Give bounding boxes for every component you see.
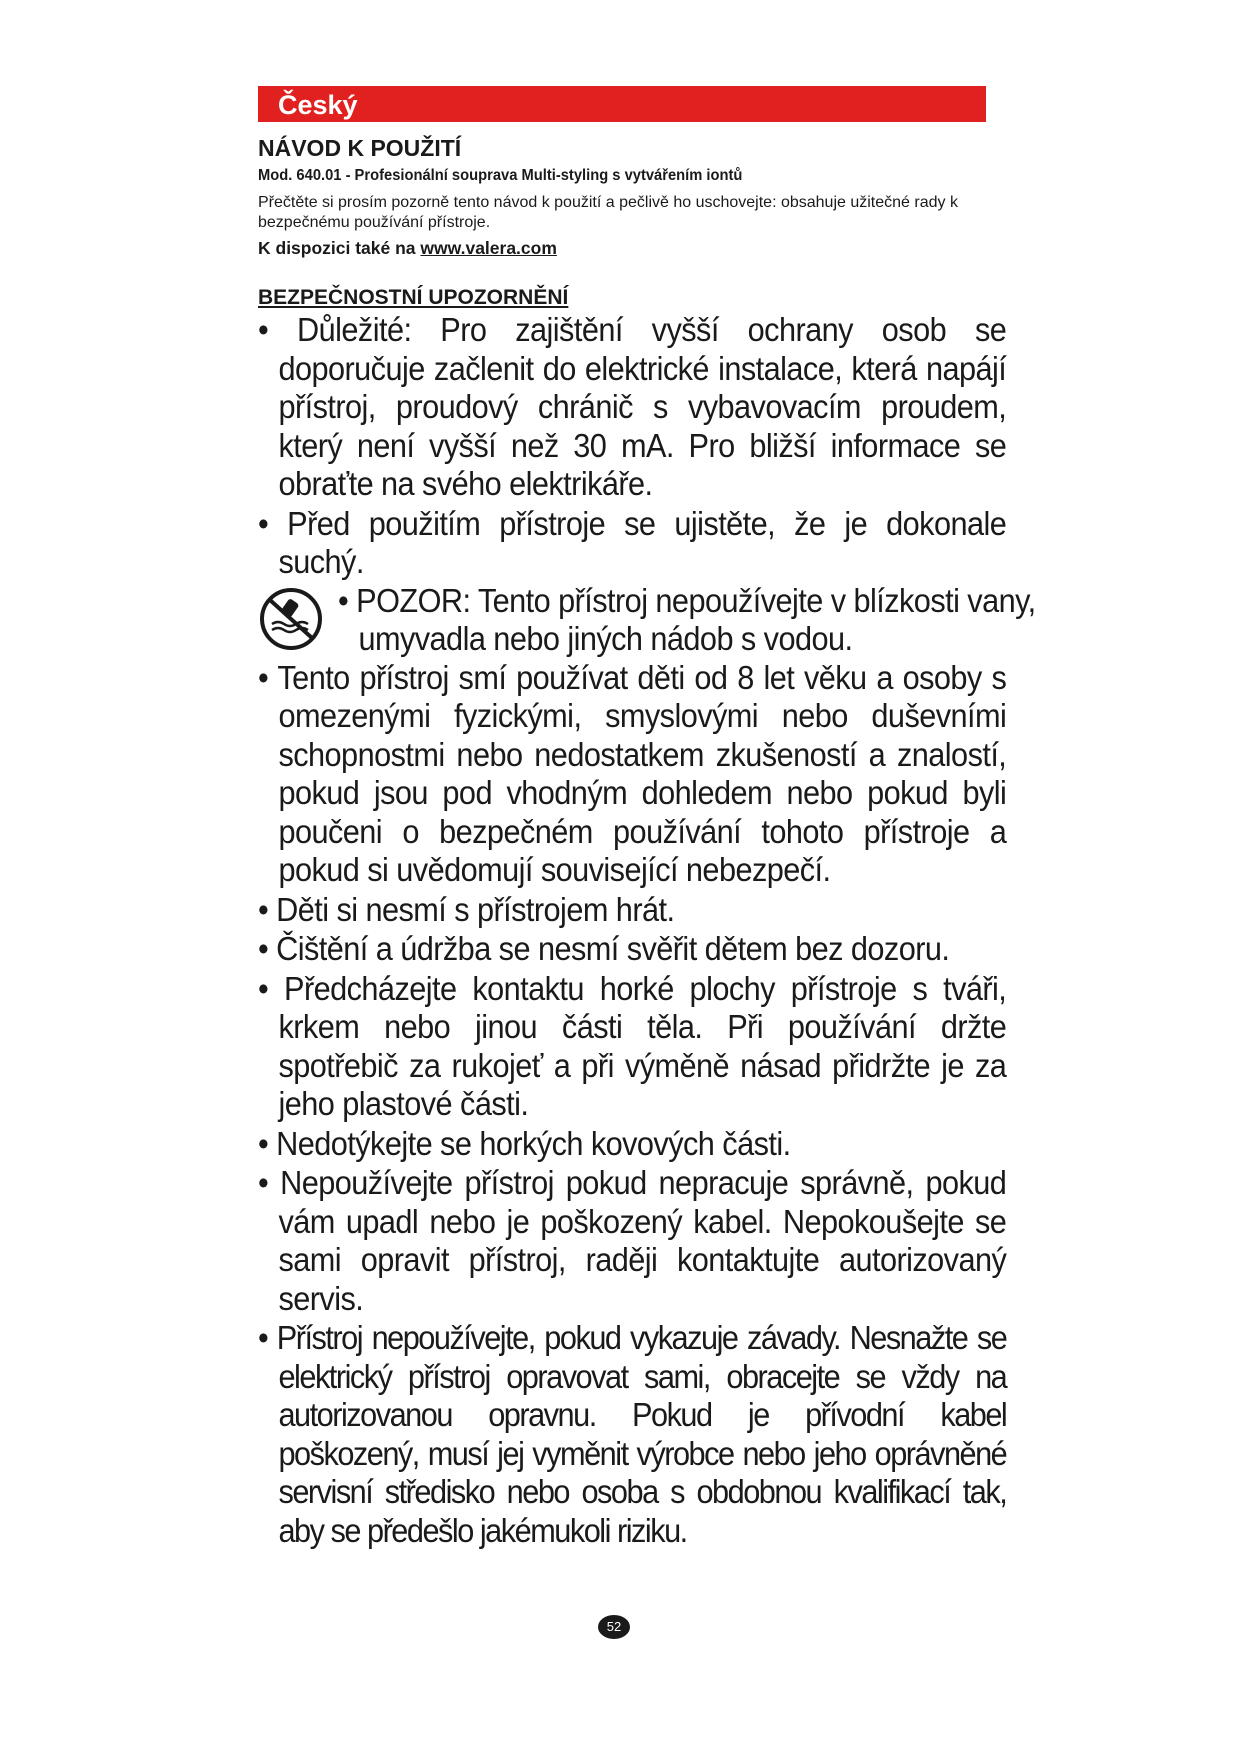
safety-item-hot-surface: • Předcházejte kontaktu horké plochy přístroje s tváři, krkem nebo jinou části těla. Při používání držte spotřebič za rukojeť a při výměně násad přidržte je za jeho plastové části. (258, 969, 1007, 1122)
website-prefix: K dispozici také na (258, 238, 421, 258)
safety-item-no-play: • Děti si nesmí s přístrojem hrát. (258, 890, 675, 928)
safety-item-malfunction: • Nepoužívejte přístroj pokud nepracuje správně, pokud vám upadl nebo je poškozený kabel. Nepokoušejte se sami opravit přístroj, raději kontaktujte autorizovaný servis. (258, 1164, 1007, 1317)
safety-item-water: • POZOR: Tento přístroj nepoužívejte v blízkosti vany, umyvadla nebo jiných nádob s vodou. (338, 581, 1036, 657)
manual-page (258, 86, 1036, 1550)
model-line: Mod. 640.01 - Profesionální souprava Multi-styling s vytvářením iontů (258, 167, 743, 184)
intro-text: Přečtěte si prosím pozorně tento návod k použití a pečlivě ho uschovejte: obsahuje užitečné rady k bezpečnému používání přístroje. (258, 194, 958, 231)
safety-item-metal-parts: • Nedotýkejte se horkých kovových části. (258, 1124, 791, 1162)
language-bar: Český (258, 86, 986, 122)
website-link[interactable]: www.valera.com (420, 238, 557, 258)
safety-item-dry: • Před použitím přístroje se ujistěte, že je dokonale suchý. (258, 504, 1007, 580)
page-number: 52 (598, 1615, 630, 1639)
safety-item-water-row (258, 581, 1036, 659)
safety-item-rcd: • Důležité: Pro zajištění vyšší ochrany osob se doporučuje začlenit do elektrické instalace, která napájí přístroj, proudový chránič s vybavovacím proudem, který není vyšší než 30 mA. Pro bližší informace se obraťte na svého elektrikáře. (258, 311, 1007, 502)
safety-heading: BEZPEČNOSTNÍ UPOZORNĚNÍ (258, 286, 569, 309)
safety-item-repair: • Přístroj nepoužívejte, pokud vykazuje závady. Nesnažte se elektrický přístroj opravovat sami, obracejte se vždy na autorizovanou opravnu. Pokud je přívodní kabel poškozený, musí jej vyměnit výrobce nebo jeho oprávněné servisní středisko nebo osoba s obdobnou kvalifikací tak, aby se předešlo jakémukoli riziku. (258, 1319, 1007, 1549)
safety-item-cleaning: • Čištění a údržba se nesmí svěřit dětem bez dozoru. (258, 930, 950, 967)
website-line (258, 237, 986, 259)
safety-item-children-use: • Tento přístroj smí používat děti od 8 let věku a osoby s omezenými fyzickými, smyslovými nebo duševními schopnostmi nebo nedostatkem zkušeností a znalostí, pokud jsou pod vhodným dohledem nebo pokud byli poučeni o bezpečném používání tohoto přístroje a pokud si uvědomují související nebezpečí. (258, 658, 1007, 888)
no-water-warning-icon (258, 586, 324, 652)
manual-title: NÁVOD K POUŽITÍ (258, 135, 462, 161)
safety-list (258, 311, 1036, 1550)
